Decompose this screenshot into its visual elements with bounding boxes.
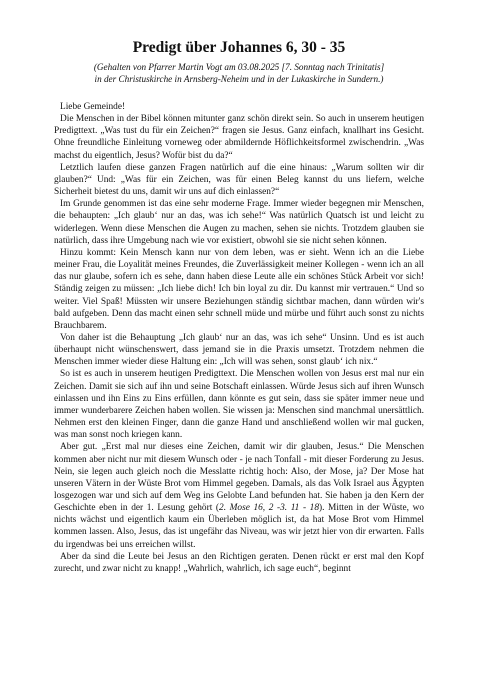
sermon-subtitle <box>54 61 424 85</box>
paragraph: Von daher ist die Behauptung „Ich glaub‘ nur an das, was ich sehe“ Unsinn. Und es ist auch überhaupt nicht wünschenswert, dass jemand sie in die Praxis umsetzt. Trotzdem nehmen die Menschen immer wieder diese Haltung ein: „Ich will was sehen, sonst glaub‘ ich nix.“ <box>54 332 424 368</box>
paragraph: Die Menschen in der Bibel können mitunter ganz schön direkt sein. So auch in unserem heutigen Predigttext. „Was tust du für ein Zeichen?“ fragen sie Jesus. Ganz einfach, knallhart ins Gesicht. Ohne freundliche Einleitung vorneweg oder abmildernde Höflichkeitsformel zwischendrin. „Was machst du eigentlich, Jesus? Wofür bist du da?“ <box>54 114 424 161</box>
paragraph-greeting: Liebe Gemeinde! <box>60 102 126 112</box>
paragraph-text-before-reference: Aber gut. „Erst mal nur dieses eine Zeichen, damit wir dir glauben, Jesus.“ Die Menschen kommen aber nicht nur mit diesem Wunsch oder - je nach Tonfall - mit dieser Forderung zu Jesus. Nein, sie legen auch gleich noch die Messlatte richtig hoch: Also, der Mose, ja? Der Mose hat unseren Vätern in der Wüste Brot vom Himmel gegeben. Damals, als das Volk Israel aus Ägypten losgezogen war und sich auf dem Weg ins Gelobte Land befunden hat. Sie haben ja den Kern der Geschichte eben in der 1. Lesung gehört ( <box>54 442 424 514</box>
paragraph: Letztlich laufen diese ganzen Fragen natürlich auf die eine hinaus: „Warum sollten wir dir glauben?“ Und: „Was für ein Zeichen, was für einen Beleg kannst du uns liefern, welche Sicherheit bietest du uns, damit wir uns auf dich einlassen?“ <box>54 162 424 198</box>
paragraph: Hinzu kommt: Kein Mensch kann nur von dem leben, was er sieht. Wenn ich an die Liebe meiner Frau, die Loyalität meines Freundes, die Zuverlässigkeit meiner Kollegen - wenn ich an all das nur glaube, sofern ich es sehe, dann haben diese Leute alle ein schönes Stück Arbeit vor sich! Ständig zeigen zu müssen: „Ich liebe dich! Ich bin loyal zu dir. Du kannst mir vertrauen.“ Und so weiter. Viel Spaß! Müssten wir unsere Beziehungen ständig sichtbar machen, dann würden wir's bald aufgeben. Denn das macht einen sehr schnell müde und mürbe und führt auch sonst zu nichts Brauchbarem. <box>54 247 424 331</box>
paragraph-with-reference <box>54 441 424 550</box>
paragraph-text-after-reference: ). Mitten in der Wüste, wo nichts wächst und eigentlich kaum ein Überleben möglich ist, da hat Mose Brot vom Himmel kommen lassen. Also, Jesus, das ist ungefähr das Niveau, was wir jetzt hier von dir erwarten. Falls du irgendwas bei uns erreichen willst. <box>54 503 424 550</box>
subtitle-line-2: in der Christuskirche in Arnsberg-Neheim und in der Lukaskirche in Sundern.) <box>94 74 384 84</box>
paragraph: Aber da sind die Leute bei Jesus an den Richtigen geraten. Denen rückt er erst mal den Kopf zurecht, und zwar nicht zu knapp! „Wahrlich, wahrlich, ich sage euch“, beginnt <box>54 551 424 574</box>
bible-reference: 2. Mose 16, 2 -3. 11 - 18 <box>219 503 319 514</box>
paragraph: So ist es auch in unserem heutigen Predigttext. Die Menschen wollen von Jesus erst mal nur ein Zeichen. Damit sie sich auf ihn und seine Botschaft einlassen. Würde Jesus sich auf ihren Wunsch einlassen und ihn Eins zu Eins erfüllen, dann könnte es gut sein, dass sie später immer neue und immer wunderbarere Zeichen haben wollen. Sie wissen ja: Menschen sind manchmal unersättlich. Nehmen erst den kleinen Finger, dann die ganze Hand und anschließend wollen wir mal gucken, was man sonst noch kriegen kann. <box>54 369 424 441</box>
subtitle-line-1: (Gehalten von Pfarrer Martin Vogt am 03.08.2025 [7. Sonntag nach Trinitatis] <box>93 62 385 72</box>
paragraph: Im Grunde genommen ist das eine sehr moderne Frage. Immer wieder begegnen mir Menschen, die behaupten: „Ich glaub‘ nur an das, was ich sehe!“ Was natürlich Quatsch ist und leicht zu widerlegen. Wenn diese Menschen die Augen zu machen, sehen sie nichts. Trotzdem glauben sie natürlich, dass ihre Umgebung nach wie vor existiert, obwohl sie sie nicht sehen können. <box>54 199 424 246</box>
sermon-body <box>54 101 424 575</box>
sermon-title: Predigt über Johannes 6, 30 - 35 <box>132 39 346 56</box>
